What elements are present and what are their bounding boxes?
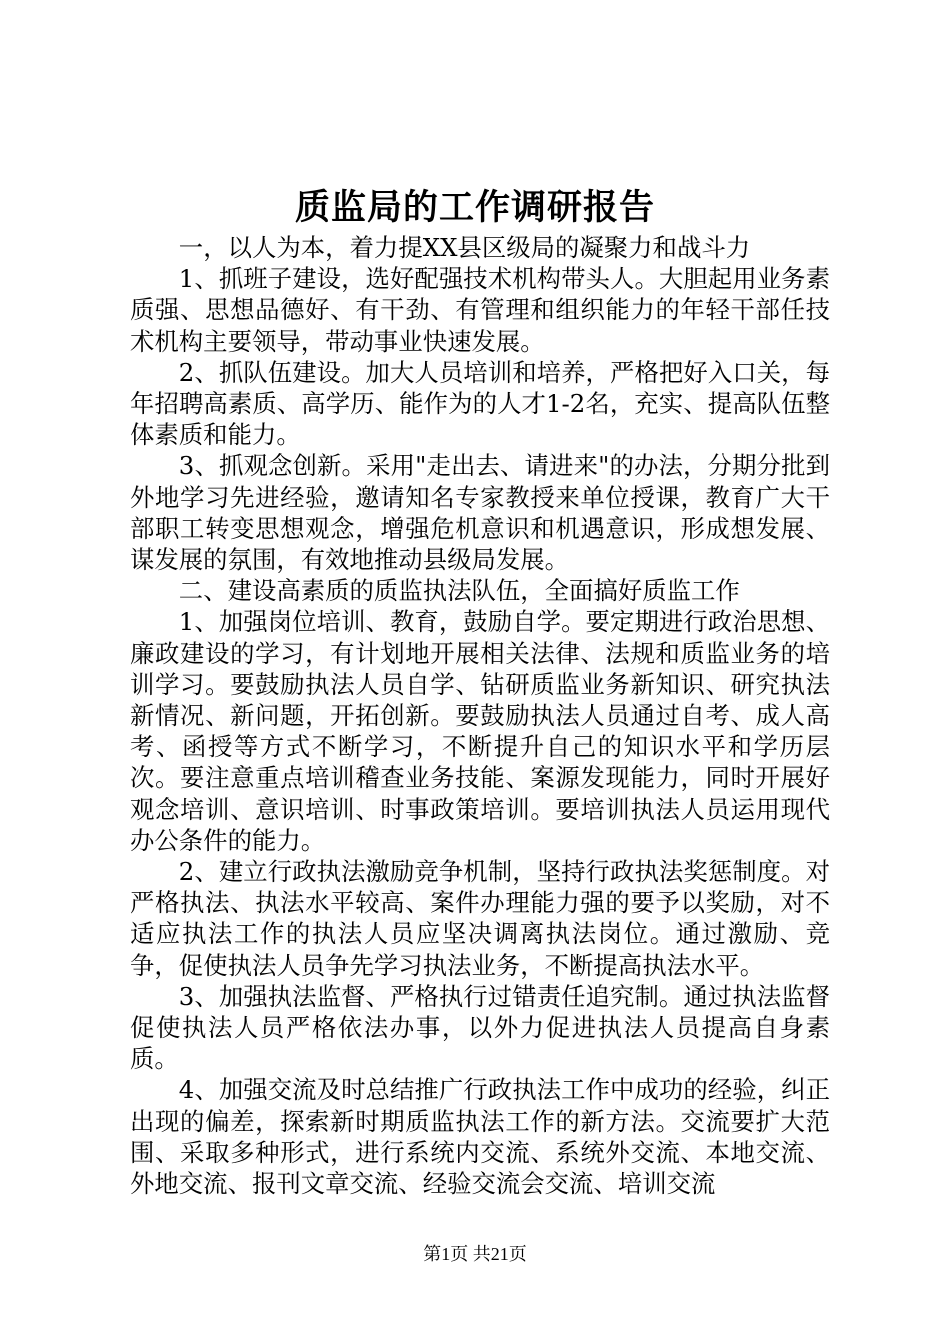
paragraph-1-2: 2、抓队伍建设。加大人员培训和培养，严格把好入口关，每年招聘高素质、高学历、能作为的人才1-2名，充实、提高队伍整体素质和能力。 <box>130 357 830 450</box>
paragraph-2-3: 3、加强执法监督、严格执行过错责任追究制。通过执法监督促使执法人员严格依法办事，以外力促进执法人员提高自身素质。 <box>130 981 830 1074</box>
page-number-footer: 第1页 共21页 <box>423 1244 527 1264</box>
document-title: 质监局的工作调研报告 <box>294 188 655 228</box>
paragraph-2-1: 1、加强岗位培训、教育，鼓励自学。要定期进行政治思想、廉政建设的学习，有计划地开展相关法律、法规和质监业务的培训学习。要鼓励执法人员自学、钻研质监业务新知识、研究执法新情况、新问题，开拓创新。要鼓励执法人员通过自考、成人高考、函授等方式不断学习，不断提升自己的知识水平和学历层次。要注意重点培训稽查业务技能、案源发现能力，同时开展好观念培训、意识培训、时事政策培训。要培训执法人员运用现代办公条件的能力。 <box>130 607 830 855</box>
paragraph-section-1-heading: 一，以人为本，着力提XX县区级局的凝聚力和战斗力 <box>178 233 751 262</box>
document-body <box>130 232 830 1199</box>
paragraph-1-3: 3、抓观念创新。采用"走出去、请进来"的办法，分期分批到外地学习先进经验，邀请知名专家教授来单位授课，教育广大干部职工转变思想观念，增强危机意识和机遇意识，形成想发展、谋发展的氛围，有效地推动县级局发展。 <box>130 451 830 575</box>
paragraph-section-2-heading: 二、建设高素质的质监执法队伍，全面搞好质监工作 <box>178 576 740 606</box>
paragraph-2-4: 4、加强交流及时总结推广行政执法工作中成功的经验，纠正出现的偏差，探索新时期质监执法工作的新方法。交流要扩大范围、采取多种形式，进行系统内交流、系统外交流、本地交流、外地交流、报刊文章交流、经验交流会交流、培训交流 <box>130 1075 830 1199</box>
paragraph-1-1: 1、抓班子建设，选好配强技术机构带头人。大胆起用业务素质强、思想品德好、有干劲、有管理和组织能力的年轻干部任技术机构主要领导，带动事业快速发展。 <box>130 264 830 356</box>
paragraph-2-2: 2、建立行政执法激励竞争机制，坚持行政执法奖惩制度。对严格执法、执法水平较高、案件办理能力强的要予以奖励，对不适应执法工作的执法人员应坚决调离执法岗位。通过激励、竞争，促使执法人员争先学习执法业务，不断提高执法水平。 <box>130 857 830 980</box>
